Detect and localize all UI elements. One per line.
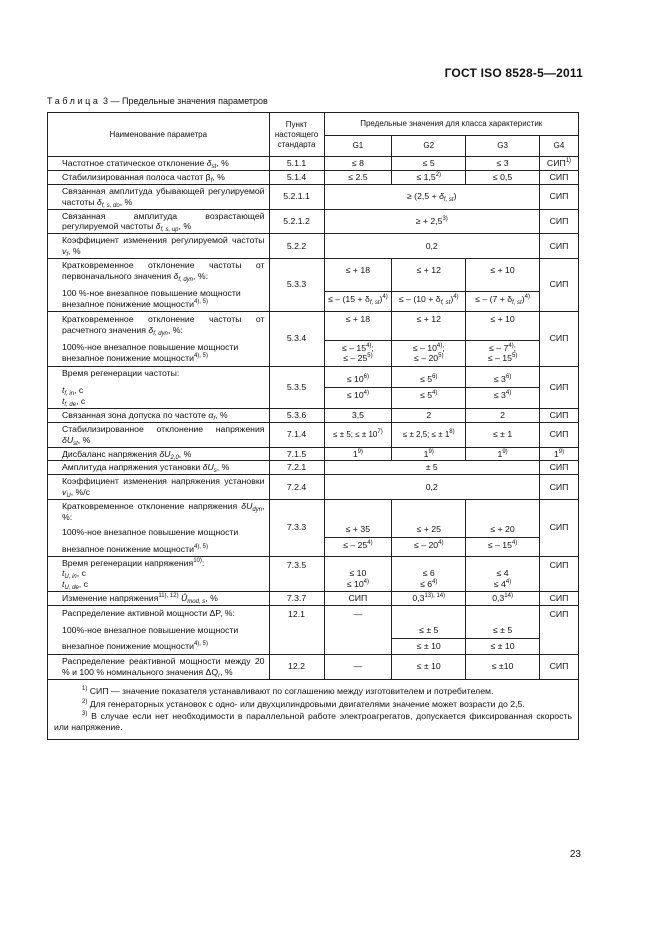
g4-cell: СИП <box>539 408 578 422</box>
table-row <box>48 170 579 184</box>
table-row <box>48 592 579 606</box>
clause-cell: 7.3.7 <box>269 592 324 606</box>
g3-cell: 2 <box>466 408 540 422</box>
g4-cell: СИП <box>539 475 578 500</box>
clause-cell: 7.3.5 <box>269 556 324 592</box>
table-row <box>48 461 579 475</box>
g1-cell: — <box>324 654 392 679</box>
g2-cell: ≤ ± 2,5; ≤ ± $1^{8)}$ <box>392 422 466 447</box>
footnote: $^{3)}$ В случае если нет необходимости в параллельной работе электроагрегатов, допускается фиксированная скорость или напряжение. <box>54 711 572 733</box>
col-header-name: Наименование параметра <box>48 113 270 157</box>
g1-cell: ≤ 8 <box>324 157 392 171</box>
g3-cell: ≤ ± 5 ≤ ± 10 <box>466 606 540 655</box>
clause-cell: 7.2.4 <box>269 475 324 500</box>
clause-cell: 5.3.6 <box>269 408 324 422</box>
g2-cell: ≤ ± 5 ≤ ± 10 <box>392 606 466 655</box>
page-number: 23 <box>569 849 581 860</box>
table-row <box>48 500 579 557</box>
clause-cell: 5.3.4 <box>269 311 324 367</box>
table-row <box>48 654 579 679</box>
table-caption <box>47 96 268 106</box>
table-row <box>48 475 579 500</box>
col-header-g4: G4 <box>539 136 578 157</box>
g1-cell: ≤ + 18 ≤ – $(15 + \delta_{f, st})^{4)}$ <box>324 259 392 312</box>
clause-cell: 5.3.5 <box>269 367 324 409</box>
g3-cell: ≤ + 10 ≤ – $(7 + \delta_{f, st})^{4)}$ <box>466 259 540 312</box>
clause-cell: 5.2.1.1 <box>269 184 324 209</box>
footnote: $^{1)}$ СИП — значение показателя устанавливают по соглашению между изготовителем и потребителем. <box>82 685 494 696</box>
g4-cell: СИП <box>539 184 578 209</box>
footnotes <box>48 679 579 740</box>
g2-cell: ≤ + 12 ≤ – $(10 + \delta_{f, st})^{4)}$ <box>392 259 466 312</box>
clause-cell: 7.3.3 <box>269 500 324 557</box>
g3-cell: ≤ ± 1 <box>466 422 540 447</box>
footnote: $^{2)}$ Для генераторных установок с одно- или двухцилиндровыми двигателями значение может возрасти до 2,5. <box>82 698 525 709</box>
clause-cell: 12.1 <box>269 606 324 655</box>
clause-cell: 5.1.1 <box>269 157 324 171</box>
g2-cell: ≤ + 12 ≤ – $10^{4)}$; ≤ – 20$^{5)}$ <box>392 311 466 367</box>
g4-cell: СИП <box>539 234 578 259</box>
table-row <box>48 606 579 655</box>
clause-cell: 7.2.1 <box>269 461 324 475</box>
g2-cell: ≤ $5^{6)}$ ≤ $5^{4)}$ <box>392 367 466 409</box>
g3-cell: ≤ + 20 ≤ – 15$^{4)}$ <box>466 500 540 557</box>
table-row <box>48 209 579 234</box>
param-name: Связанная амплитуда возрастающей регулируемой частоты $\delta_{f, s, up}$, % <box>48 209 270 234</box>
g3-cell: ≤ 3 <box>466 157 540 171</box>
g1-g3-cell: ≥ $(2,5 + \delta_{f, st})$ <box>324 184 539 209</box>
g1-cell: ≤ 10 ≤ $10^{4)}$ <box>324 556 392 592</box>
g1-cell: — <box>324 606 392 655</box>
footnotes-row <box>48 679 579 740</box>
table-row <box>48 408 579 422</box>
param-name: Коэффициент изменения регулируемой частоты $v_f$, % <box>48 234 270 259</box>
param-name: Кратковременное отклонение напряжения $\delta U_{dyn}$, %: 100%-ное внезапное повышение мощности внезапное понижение мощности$^{4), 5)}$ <box>48 500 270 557</box>
g3-cell: ≤ + 10 ≤ – $7^{4)}$; ≤ – 15$^{5)}$ <box>466 311 540 367</box>
clause-cell: 7.1.4 <box>269 422 324 447</box>
table-row <box>48 367 579 409</box>
g4-cell: СИП <box>539 209 578 234</box>
g4-cell: СИП <box>539 311 578 367</box>
col-header-clause: Пункт настоящего стандарта <box>269 113 324 157</box>
table-row <box>48 184 579 209</box>
param-name: Частотное статическое отклонение $\delta_{st}$, % <box>48 157 270 171</box>
caption-number: 3 <box>103 96 109 106</box>
g3-cell: ≤ 0,5 <box>466 170 540 184</box>
g1-cell: СИП <box>324 592 392 606</box>
caption-label: Таблица <box>47 96 101 106</box>
col-header-g2: G2 <box>392 136 466 157</box>
document-code: ГОСТ ISO 8528-5—2011 <box>444 66 583 80</box>
g4-cell: СИП <box>539 461 578 475</box>
clause-cell: 5.2.2 <box>269 234 324 259</box>
col-header-g1: G1 <box>324 136 392 157</box>
g1-cell: ≤ + 35 ≤ – 25$^{4)}$ <box>324 500 392 557</box>
table-row <box>48 234 579 259</box>
param-name: Изменение напряжения$^{11), 12)}$ $Û_{mod, s}$, % <box>48 592 270 606</box>
param-name: Дисбаланс напряжения $\delta U_{2,0}$, % <box>48 447 270 461</box>
g4-cell: СИП <box>539 556 578 592</box>
g4-cell: СИП <box>539 592 578 606</box>
g1-g3-cell: 0,2 <box>324 234 539 259</box>
g2-cell: $0,3^{13), 14)}$ <box>392 592 466 606</box>
g3-cell: 0,3$^{14)}$ <box>466 592 540 606</box>
g2-cell: ≤ 5 <box>392 157 466 171</box>
g1-g3-cell: ≥ + $2,5^{3)}$ <box>324 209 539 234</box>
param-name: Кратковременное отклонение частоты от расчетного значения $\delta_{f, dyn}$, %: 100%-ное внезапное повышение мощности внезапное понижение мощности$^{4), 5)}$ <box>48 311 270 367</box>
clause-cell: 5.1.4 <box>269 170 324 184</box>
col-header-g3: G3 <box>466 136 540 157</box>
col-header-limits: Предельные значения для класса характеристик <box>324 113 579 136</box>
g1-cell: ≤ ± 5; ≤ ± $10^{7)}$ <box>324 422 392 447</box>
param-name: Коэффициент изменения напряжения установки $v_U$, %/с <box>48 475 270 500</box>
param-name: Распределение активной мощности ΔP, %: 100%-ное внезапное повышение мощности внезапное понижение мощности$^{4), 5)}$ <box>48 606 270 655</box>
table-row <box>48 447 579 461</box>
g4-cell: СИП <box>539 367 578 409</box>
g4-cell: СИП <box>539 654 578 679</box>
param-name: Время регенерации напряжения$^{10)}$: $t_{U, in}$, с $t_{U, de}$, с <box>48 556 270 592</box>
g2-cell: ≤ 6 ≤ $6^{4)}$ <box>392 556 466 592</box>
param-name: Время регенерации частоты: $t_{f, in}$, с $t_{f, de}$, с <box>48 367 270 409</box>
g1-g3-cell: ± 5 <box>324 461 539 475</box>
g3-cell: 1$^{9)}$ <box>466 447 540 461</box>
clause-cell: 5.2.1.2 <box>269 209 324 234</box>
param-name: Стабилизированное отклонение напряжения $\delta U_{st}$, % <box>48 422 270 447</box>
g3-cell: ≤ 4 ≤ $4^{4)}$ <box>466 556 540 592</box>
param-name: Кратковременное отклонение частоты от первоначального значения $\delta_{f, dyn}$, %: 100 %-ное внезапное повышение мощности внезапное понижение мощности$^{4), 5)}$ <box>48 259 270 312</box>
g1-cell: 3,5 <box>324 408 392 422</box>
g4-cell: СИП <box>539 500 578 557</box>
table-row <box>48 259 579 312</box>
g3-cell: ≤ ±10 <box>466 654 540 679</box>
caption-title: — Предельные значения параметров <box>110 96 268 106</box>
param-name: Стабилизированная полоса частот $\beta_f$, % <box>48 170 270 184</box>
g2-cell: 2 <box>392 408 466 422</box>
g4-cell: СИП <box>539 170 578 184</box>
g2-cell: 1$^{9)}$ <box>392 447 466 461</box>
clause-cell: 5.3.3 <box>269 259 324 312</box>
g2-cell: ≤ $1,5^{2)}$ <box>392 170 466 184</box>
param-name: Амплитуда напряжения установки $\delta U_s$, % <box>48 461 270 475</box>
table-row <box>48 556 579 592</box>
table-row <box>48 422 579 447</box>
g1-cell: ≤ $10^{6)}$ ≤ $10^{4)}$ <box>324 367 392 409</box>
g2-cell: ≤ + 25 ≤ – 20$^{4)}$ <box>392 500 466 557</box>
g4-cell: СИП <box>539 606 578 655</box>
g4-cell: 1$^{9)}$ <box>539 447 578 461</box>
clause-cell: 12.2 <box>269 654 324 679</box>
g1-g3-cell: 0,2 <box>324 475 539 500</box>
table-row <box>48 157 579 171</box>
clause-cell: 7.1.5 <box>269 447 324 461</box>
g4-cell: СИП <box>539 422 578 447</box>
param-name: Связанная амплитуда убывающей регулируемой частоты $\delta_{f, s, do}$, % <box>48 184 270 209</box>
g1-cell: 1$^{9)}$ <box>324 447 392 461</box>
limits-table <box>47 112 579 740</box>
g1-cell: ≤ 2.5 <box>324 170 392 184</box>
g2-cell: ≤ ± 10 <box>392 654 466 679</box>
g4-cell: СИП <box>539 259 578 312</box>
table-row <box>48 311 579 367</box>
g4-cell: СИП$^{1)}$ <box>539 157 578 171</box>
param-name: Связанная зона допуска по частоте $\alpha_f$, % <box>48 408 270 422</box>
g1-cell: ≤ + 18 ≤ – $15^{4)}$; ≤ – 25$^{5)}$ <box>324 311 392 367</box>
param-name: Распределение реактивной мощности между 20 % и 100 % номинального значения $\Delta Q_r$, % <box>48 654 270 679</box>
g3-cell: ≤ $3^{6)}$ ≤ $3^{4)}$ <box>466 367 540 409</box>
